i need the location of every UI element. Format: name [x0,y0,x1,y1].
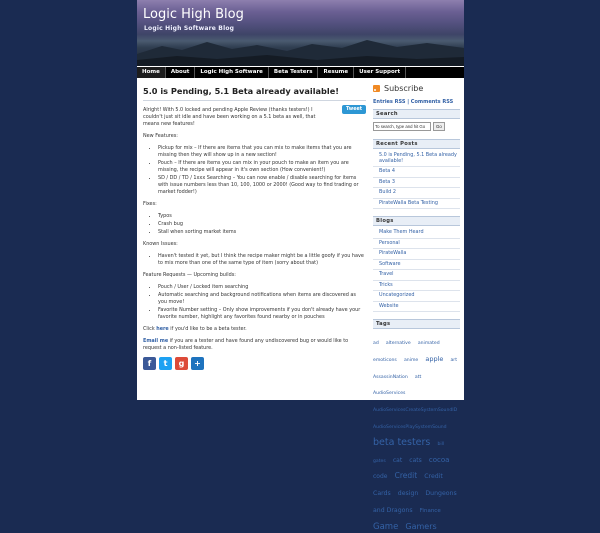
blog-category-item[interactable]: Tricks [373,281,460,292]
tag-link[interactable]: Finance [419,507,441,514]
blog-category-item[interactable]: Website [373,302,460,313]
email-me-link[interactable]: Email me [143,338,169,344]
list-item: • Favorite Number setting – Only show improvements if you don't already have your favorite number, highlight any favorites found nearby or in pouches [158,307,366,321]
blog-description: Logic High Software Blog [144,25,235,32]
tag-link[interactable]: art [450,357,457,363]
list-item: • Automatic searching and background notifications when items are discovered as you move! [158,292,366,306]
twitter-icon[interactable]: t [159,357,172,370]
facebook-icon[interactable]: f [143,357,156,370]
blog-header [137,0,464,66]
nav-resume[interactable]: Resume [318,67,354,78]
share-buttons [143,357,366,370]
tag-link[interactable]: anime [403,357,419,363]
tag-link[interactable]: ad [373,341,379,346]
beta-tester-link[interactable]: here [156,326,169,332]
blog-category-item[interactable]: PirateWalla [373,249,460,260]
search-input[interactable] [373,122,431,131]
subscribe-header [373,84,460,93]
feature-requests-list [158,284,366,321]
post-content [143,86,366,400]
list-item: • Pickup for mix – If there are items that you can mix to make items that you are missing then they will show up in a new section! [158,145,366,159]
tag-link[interactable]: beta testers [373,436,431,448]
nav-logic-high-software[interactable]: Logic High Software [195,67,269,78]
tag-link[interactable]: AudioServicesCreateSystemSoundID [373,408,458,414]
known-issues-heading: Known Issues: [143,241,178,247]
tag-link[interactable]: animated [417,341,440,346]
tag-link[interactable]: Game [373,521,399,532]
entries-rss-link[interactable]: Entries RSS [373,99,406,105]
tag-link[interactable]: cat [392,456,403,464]
search-form [373,122,460,131]
rss-links: Entries RSS | Comments RSS [373,99,454,105]
post-title[interactable]: 5.0 is Pending, 5.1 Beta already available! [143,86,366,101]
post-intro: Alright! With 5.0 locked and pending Apple Review (thanks testers!) I couldn't just sit idle and have been working on a 5.1 beta as well, that means new features! [143,107,316,127]
blog-title[interactable]: Logic High Blog [143,7,244,22]
main-nav [137,67,464,78]
fixes-heading: Fixes: [143,201,157,207]
subscribe-title: Subscribe [384,84,424,93]
tag-link[interactable]: Credit [394,471,418,481]
blog-category-item[interactable]: Uncategorized [373,291,460,302]
tag-link[interactable]: apple [425,354,444,363]
known-issues-list [158,253,366,267]
recent-post-item[interactable]: PirateWalla Beta Testing [373,199,460,210]
nav-beta-testers[interactable]: Beta Testers [269,67,319,78]
tag-link[interactable]: Credit Cards [373,473,443,498]
recent-post-item[interactable]: 5.0 is Pending, 5.1 Beta already available! [373,151,460,167]
page-wrapper [137,0,464,532]
rss-icon [373,85,380,92]
new-features-heading: New Features: [143,133,178,139]
tag-link[interactable]: AudioServices [373,391,406,397]
feature-requests-heading: Feature Requests — Upcoming builds: [143,272,236,278]
tag-link[interactable]: emoticons [373,357,397,363]
tag-link[interactable]: AssassinNation [373,374,408,380]
search-go-button[interactable]: Go [433,122,445,131]
blog-category-item[interactable]: Software [373,260,460,271]
list-item: • Haven't tested it yet, but I think the recipe maker might be a little goofy if you have to mix more than one of the same type of item (sorry about that) [158,253,366,267]
email-line: Email me if you are a tester and have found any undiscovered bug or would like to request a non-listed feature. [143,338,349,351]
new-features-list [158,145,366,196]
tag-link[interactable]: Dungeons and Dragons [373,490,457,514]
recent-posts-list [373,151,460,209]
fixes-list [158,213,366,236]
nav-home[interactable]: Home [137,67,166,78]
recent-post-item[interactable]: Beta 4 [373,167,460,178]
list-item: • Stall when sorting market items [158,229,366,236]
google-plus-icon[interactable]: g [175,357,188,370]
blog-category-item[interactable]: Make Them Heard [373,228,460,239]
tag-link[interactable]: Gamers [405,521,437,531]
tag-link[interactable]: code [373,473,388,481]
list-item: • Typos [158,213,366,220]
tweet-button[interactable]: Tweet [342,105,366,114]
tag-link[interactable]: bill gates [373,441,445,464]
tag-cloud [373,331,460,533]
tag-link[interactable]: att [414,374,422,380]
share-icon[interactable]: + [191,357,204,370]
nav-about[interactable]: About [166,67,196,78]
tags-title: Tags [373,319,460,329]
header-mountains-image [137,36,464,66]
recent-posts-title: Recent Posts [373,139,460,149]
list-item: • SD / DD / TD / 1xxx Searching – You can now enable / disable searching for items with issue numbers less than 10, 100, 1000 or 2000! (Good way to find trading or market fodder!) [158,175,366,196]
recent-post-item[interactable]: Build 2 [373,188,460,199]
blogs-title: Blogs [373,216,460,226]
list-item: • Pouch – If there are items you can mix in your pouch to make an item you are missing, the recipe will appear in it's own section (How convenient!) [158,160,366,174]
search-widget-title: Search [373,109,460,119]
list-item: • Pouch / User / Locked item searching [158,284,366,291]
blogs-list [373,228,460,312]
recent-post-item[interactable]: Beta 3 [373,178,460,189]
tag-link[interactable]: design [397,490,419,498]
tag-link[interactable]: cocoa [428,455,450,464]
tag-link[interactable]: cats [409,456,422,464]
blog-category-item[interactable]: Personal [373,239,460,250]
list-item: • Crash bug [158,221,366,228]
blog-category-item[interactable]: Travel [373,270,460,281]
tag-link[interactable]: alternative [385,341,411,346]
beta-tester-line: Click here if you'd like to be a beta tester. [143,326,247,332]
sidebar [373,84,460,532]
tag-link[interactable]: AudioServicesPlaySystemSound [373,424,447,430]
nav-user-support[interactable]: User Support [354,67,406,78]
comments-rss-link[interactable]: Comments RSS [410,99,454,105]
